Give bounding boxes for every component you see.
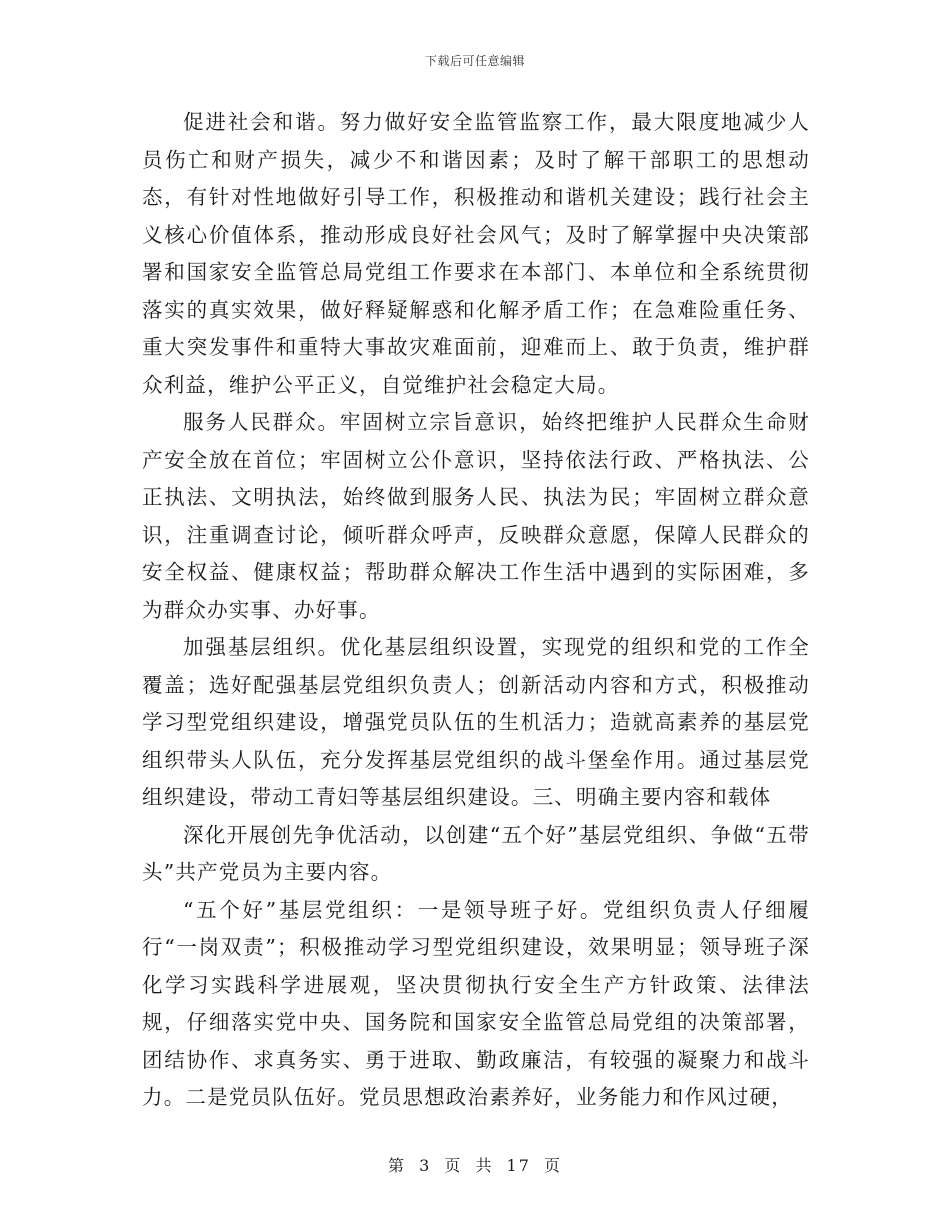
page-header-note: 下载后可任意编辑 <box>424 54 525 68</box>
page-number: 第 3 页 共 17 页 <box>388 1156 562 1175</box>
paragraph-five-good: “五个好”基层党组织：一是领导班子好。党组织负责人仔细履行“一岗双责”；积极推动学习型党组织建设，效果明显；领导班子深化学习实践科学进展观，坚决贯彻执行安全生产方针政策、法律法规，仔细落实党中央、国务院和国家安全监管总局党组的决策部署，团结协作、求真务实、勇于进取、勤政廉洁，有较强的凝聚力和战斗力。二是党员队伍好。党员思想政治素养好，业务能力和作风过硬， <box>142 897 810 1109</box>
paragraph-main-content: 深化开展创先争优活动，以创建“五个好”基层党组织、争做“五带头”共产党员为主要内容。 <box>142 822 810 884</box>
paragraph-social-harmony: 促进社会和谐。努力做好安全监管监察工作，最大限度地减少人员伤亡和财产损失，减少不和谐因素；及时了解干部职工的思想动态，有针对性地做好引导工作，积极推动和谐机关建设；践行社会主义核心价值体系，推动形成良好社会风气；及时了解掌握中央决策部署和国家安全监管总局党组工作要求在本部门、本单位和全系统贯彻落实的真实效果，做好释疑解惑和化解矛盾工作；在急难险重任务、重大突发事件和重特大事故灾难面前，迎难而上、敢于负责，维护群众利益，维护公平正义，自觉维护社会稳定大局。 <box>142 110 810 397</box>
paragraph-grassroots-organization: 加强基层组织。优化基层组织设置，实现党的组织和党的工作全覆盖；选好配强基层党组织负责人；创新活动内容和方式，积极推动学习型党组织建设，增强党员队伍的生机活力；造就高素养的基层党组织带头人队伍，充分发挥基层党组织的战斗堡垒作用。通过基层党组织建设，带动工青妇等基层组织建设。三、明确主要内容和载体 <box>142 635 810 809</box>
paragraph-serve-people: 服务人民群众。牢固树立宗旨意识，始终把维护人民群众生命财产安全放在首位；牢固树立公仆意识，坚持依法行政、严格执法、公正执法、文明执法，始终做到服务人民、执法为民；牢固树立群众意识，注重调查讨论，倾听群众呼声，反映群众意愿，保障人民群众的安全权益、健康权益；帮助群众解决工作生活中遇到的实际困难，多为群众办实事、办好事。 <box>142 410 810 622</box>
document-body <box>142 104 810 1117</box>
